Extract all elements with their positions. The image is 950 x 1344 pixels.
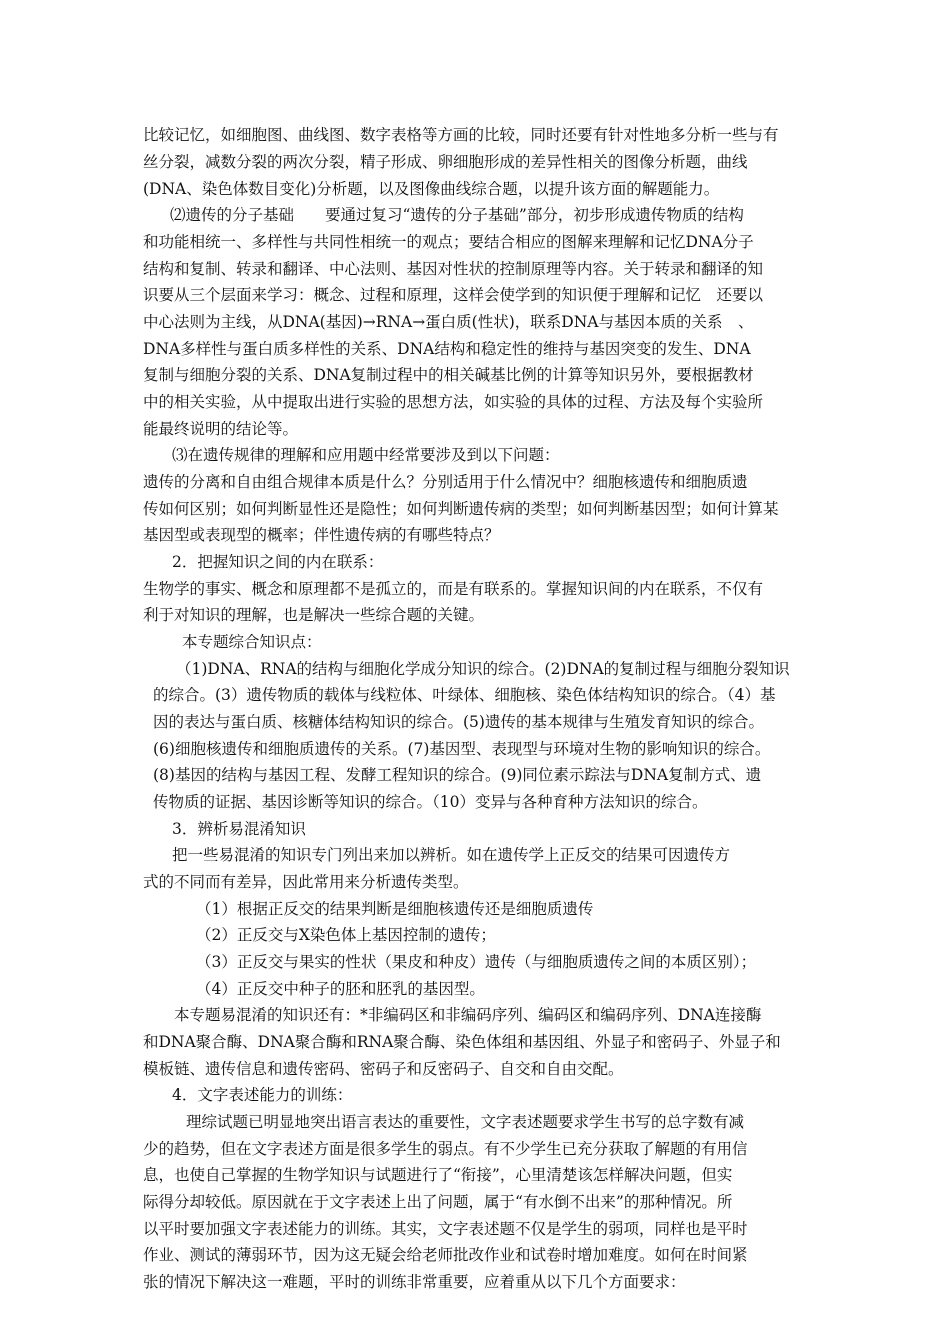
text-line: 息，也使自己掌握的生物学知识与试题进行了“衔接”，心里清楚该怎样解决问题，但实 — [143, 1166, 733, 1184]
list-item: （3）正反交与果实的性状（果皮和种皮）遗传（与细胞质遗传之间的本质区别）； — [196, 953, 757, 971]
text-line: 中心法则为主线，从DNA(基因)→RNA→蛋白质(性状)，联系DNA与基因本质的关系 、 — [143, 313, 754, 331]
text-line: 识要从三个层面来学习：概念、过程和原理，这样会使学到的知识便于理解和记忆 还要以 — [143, 286, 764, 304]
text-line: 结构和复制、转录和翻译、中心法则、基因对性状的控制原理等内容。关于转录和翻译的知 — [143, 260, 764, 278]
text-line: 把一些易混淆的知识专门列出来加以辨析。如在遗传学上正反交的结果可因遗传方 — [172, 846, 731, 864]
text-line: 式的不同而有差异，因此常用来分析遗传类型。 — [143, 873, 469, 891]
section-heading: ⑶在遗传规律的理解和应用题中经常要涉及到以下问题： — [172, 446, 560, 464]
text-line: 利于对知识的理解，也是解决一些综合题的关键。 — [143, 606, 485, 624]
text-line: 比较记忆，如细胞图、曲线图、数字表格等方画的比较，同时还要有针对性地多分析一些与有 — [143, 126, 779, 144]
list-item: （4）正反交中种子的胚和胚乳的基因型。 — [196, 980, 485, 998]
list-item: （1）根据正反交的结果判断是细胞核遗传还是细胞质遗传 — [196, 900, 594, 918]
text-line: 遗传的分离和自由组合规律本质是什么？分别适用于什么情况中？细胞核遗传和细胞质遗 — [143, 473, 748, 491]
text-line: (8)基因的结构与基因工程、发酵工程知识的综合。(9)同位素示踪法与DNA复制方式、遗 — [153, 766, 762, 784]
text-line: (6)细胞核遗传和细胞质遗传的关系。(7)基因型、表现型与环境对生物的影响知识的综合。 — [153, 740, 771, 758]
section-heading: 3．辨析易混淆知识 — [172, 820, 306, 838]
section-heading: 4．文字表述能力的训练： — [172, 1086, 353, 1104]
text-line: 以平时要加强文字表述能力的训练。其实，文字表述题不仅是学生的弱项，同样也是平时 — [143, 1220, 748, 1238]
text-line: 复制与细胞分裂的关系、DNA复制过程中的相关碱基比例的计算等知识另外，要根据教材 — [143, 366, 754, 384]
text-line: 际得分却较低。原因就在于文字表述上出了问题，属于“有水倒不出来”的那种情况。所 — [143, 1193, 733, 1211]
text-line: 作业、测试的薄弱环节，因为这无疑会给老师批改作业和试卷时增加难度。如何在时间紧 — [143, 1246, 748, 1264]
text-line: 张的情况下解决这一难题，平时的训练非常重要，应着重从以下几个方面要求： — [143, 1273, 686, 1291]
text-line: 模板链、遗传信息和遗传密码、密码子和反密码子、自交和自由交配。 — [143, 1060, 624, 1078]
text-line: 理综试题已明显地突出语言表达的重要性，文字表述题要求学生书写的总字数有减 — [186, 1113, 745, 1131]
section-heading: ⑵遗传的分子基础 要通过复习“遗传的分子基础”部分，初步形成遗传物质的结构 — [170, 206, 744, 224]
text-line: 的综合。(3）遗传物质的载体与线粒体、叶绿体、细胞核、染色体结构知识的综合。（4）基 — [153, 686, 776, 704]
text-line: 能最终说明的结论等。 — [143, 420, 299, 438]
text-line: 和功能相统一、多样性与共同性相统一的观点；要结合相应的图解来理解和记忆DNA分子 — [143, 233, 754, 251]
text-line: 和DNA聚合酶、DNA聚合酶和RNA聚合酶、染色体组和基因组、外显子和密码子、外显子和 — [143, 1033, 781, 1051]
text-line: 少的趋势，但在文字表述方面是很多学生的弱点。有不少学生已充分获取了解题的有用信 — [143, 1140, 748, 1158]
subheading: 本专题综合知识点： — [182, 633, 322, 651]
text-line: 生物学的事实、概念和原理都不是孤立的，而是有联系的。掌握知识间的内在联系，不仅有 — [143, 580, 764, 598]
text-line: 传物质的证据、基因诊断等知识的综合。（10）变异与各种育种方法知识的综合。 — [153, 793, 708, 811]
list-item: （2）正反交与X染色体上基因控制的遗传； — [196, 926, 496, 944]
text-line: 中的相关实验，从中提取出进行实验的思想方法，如实验的具体的过程、方法及每个实验所 — [143, 393, 764, 411]
text-line: （1)DNA、RNA的结构与细胞化学成分知识的综合。(2)DNA的复制过程与细胞分裂知识 — [176, 660, 790, 678]
text-line: 因的表达与蛋白质、核糖体结构知识的综合。(5)遗传的基本规律与生殖发育知识的综合。 — [153, 713, 764, 731]
text-line: 传如何区别；如何判断显性还是隐性；如何判断遗传病的类型；如何判断基因型；如何计算某 — [143, 500, 779, 518]
text-line: 基因型或表现型的概率；伴性遗传病的有哪些特点？ — [143, 526, 500, 544]
text-line: 丝分裂，减数分裂的两次分裂，精子形成、卵细胞形成的差异性相关的图像分析题，曲线 — [143, 153, 748, 171]
text-line: (DNA、染色体数目变化)分析题，以及图像曲线综合题，以提升该方面的解题能力。 — [143, 180, 720, 198]
text-line: 本专题易混淆的知识还有：*非编码区和非编码序列、编码区和编码序列、DNA连接酶 — [174, 1006, 762, 1024]
text-line: DNA多样性与蛋白质多样性的关系、DNA结构和稳定性的维持与基因突变的发生、DNA — [143, 340, 751, 358]
section-heading: 2．把握知识之间的内在联系： — [172, 553, 384, 571]
